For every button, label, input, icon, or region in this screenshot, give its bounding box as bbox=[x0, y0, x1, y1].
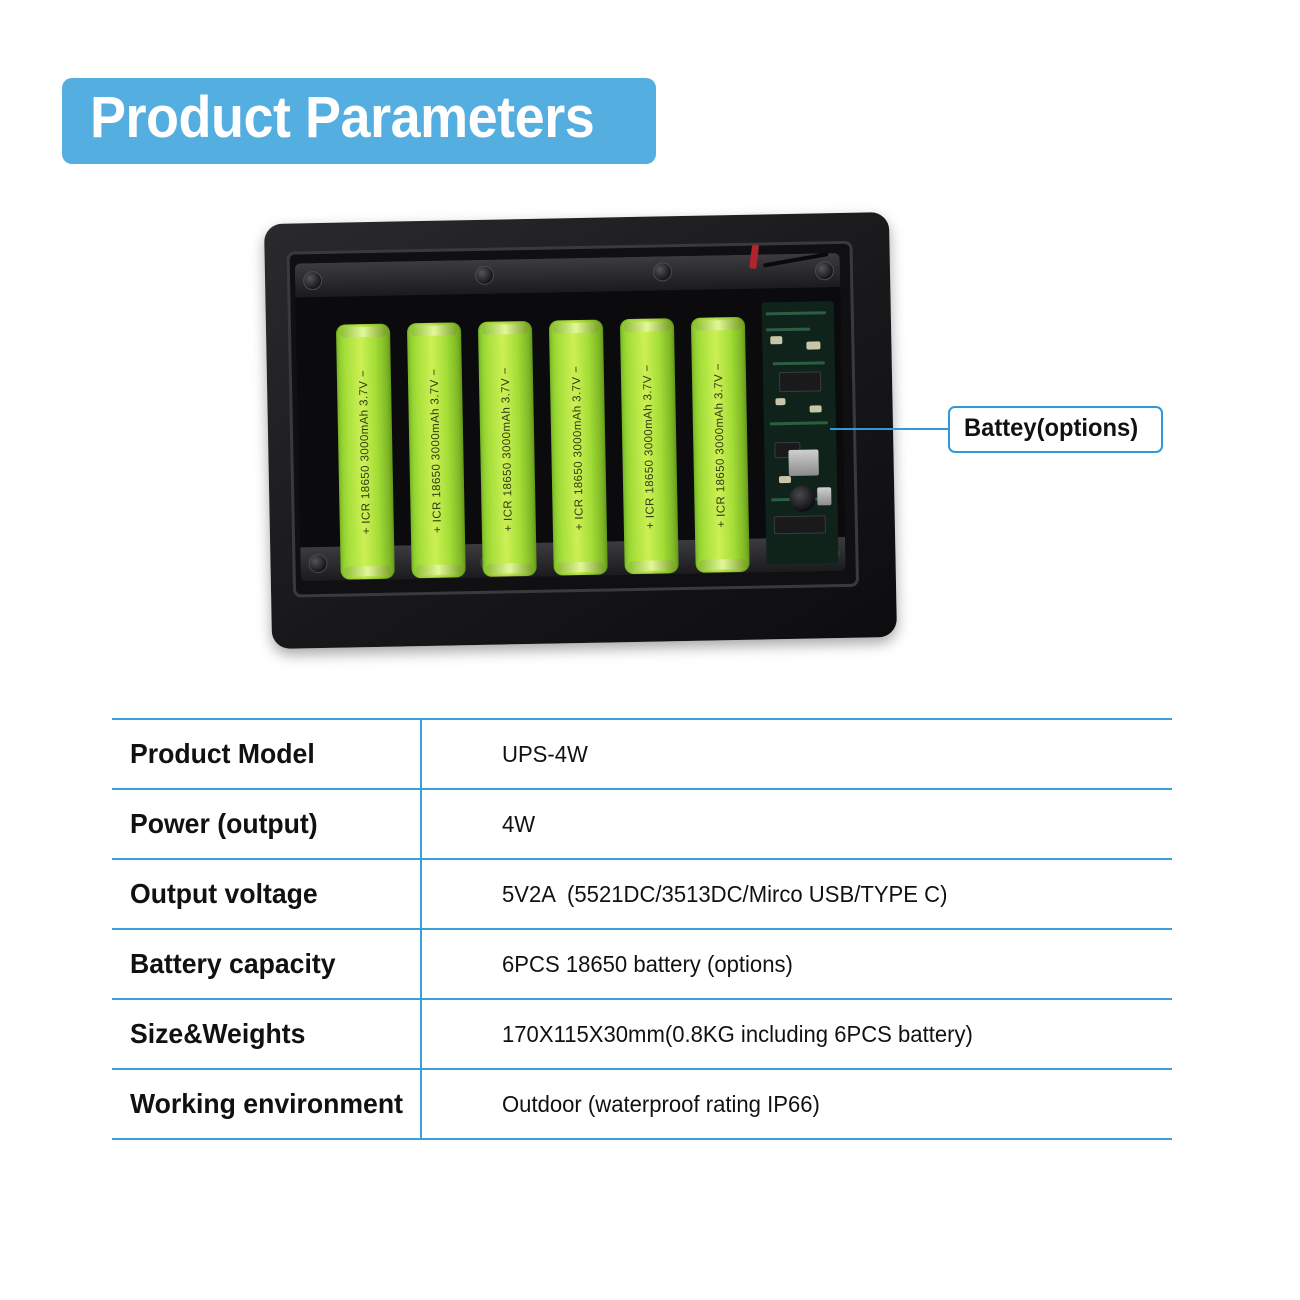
cell-cap bbox=[411, 325, 457, 336]
pcb-connector bbox=[817, 487, 831, 505]
cell-label: + ICR 18650 3000mAh 3.7V − bbox=[357, 369, 373, 534]
cell-cap bbox=[558, 562, 604, 573]
spec-value-cell bbox=[421, 1069, 1172, 1139]
spec-key-cell bbox=[112, 929, 421, 999]
cell-label: + ICR 18650 3000mAh 3.7V − bbox=[428, 367, 444, 533]
spec-key-cell bbox=[112, 999, 421, 1069]
cell-cap bbox=[345, 566, 391, 577]
battery-cell bbox=[691, 317, 750, 573]
cell-label: + ICR 18650 3000mAh 3.7V − bbox=[641, 363, 657, 529]
product-photo bbox=[268, 218, 893, 643]
pcb-trace bbox=[766, 328, 810, 332]
battery-cell bbox=[407, 322, 466, 578]
pcb-pad bbox=[775, 398, 785, 405]
callout-label: Battey(options) bbox=[964, 414, 1139, 442]
circuit-board bbox=[762, 301, 839, 564]
callout-battery-options bbox=[948, 406, 1163, 453]
spec-key-cell bbox=[112, 719, 421, 789]
spec-key-label: Battery capacity bbox=[130, 948, 336, 979]
enclosure-cavity bbox=[295, 253, 846, 581]
spec-value-cell bbox=[421, 719, 1172, 789]
table-row bbox=[112, 1069, 1172, 1139]
cell-cap bbox=[340, 327, 386, 338]
spec-key-cell bbox=[112, 859, 421, 929]
battery-cell bbox=[336, 324, 395, 580]
spec-key-label: Output voltage bbox=[130, 878, 318, 909]
pcb-trace bbox=[773, 361, 825, 365]
cell-label: + ICR 18650 3000mAh 3.7V − bbox=[570, 365, 586, 530]
page-title-badge bbox=[62, 78, 656, 164]
cell-cap bbox=[700, 559, 746, 570]
spec-key-label: Size&Weights bbox=[130, 1018, 306, 1049]
pcb-trace bbox=[770, 421, 828, 425]
cell-cap bbox=[482, 324, 528, 335]
spec-value-cell bbox=[421, 929, 1172, 999]
pcb-trace bbox=[766, 311, 826, 315]
cell-cap bbox=[487, 563, 533, 574]
spec-value-label: 6PCS 18650 battery (options) bbox=[502, 950, 793, 977]
spec-table bbox=[112, 718, 1172, 1140]
spec-key-cell bbox=[112, 789, 421, 859]
pcb-inductor bbox=[788, 449, 818, 476]
cell-cap bbox=[553, 323, 599, 334]
pcb-pad bbox=[806, 341, 820, 349]
callout-leader-line bbox=[830, 428, 948, 430]
pcb-chip bbox=[779, 371, 821, 392]
spec-key-label: Power (output) bbox=[130, 808, 318, 839]
spec-value-cell bbox=[421, 789, 1172, 859]
battery-bay bbox=[336, 317, 761, 582]
battery-cell bbox=[620, 318, 679, 574]
table-row bbox=[112, 859, 1172, 929]
pcb-pad bbox=[810, 405, 822, 412]
cell-label: + ICR 18650 3000mAh 3.7V − bbox=[712, 362, 728, 528]
pcb-pad bbox=[779, 476, 791, 483]
spec-value-label: Outdoor (waterproof rating IP66) bbox=[502, 1090, 820, 1117]
table-row bbox=[112, 999, 1172, 1069]
battery-cell bbox=[549, 320, 608, 576]
spec-value-label: 4W bbox=[502, 810, 536, 837]
table-row bbox=[112, 719, 1172, 789]
cell-label: + ICR 18650 3000mAh 3.7V − bbox=[499, 366, 515, 532]
pcb-pad bbox=[770, 336, 782, 344]
spec-value-cell bbox=[421, 999, 1172, 1069]
table-row bbox=[112, 929, 1172, 999]
cell-cap bbox=[624, 321, 670, 332]
battery-cell bbox=[478, 321, 537, 577]
spec-key-label: Working environment bbox=[130, 1088, 403, 1119]
spec-value-label: 170X115X30mm(0.8KG including 6PCS battery) bbox=[502, 1020, 973, 1047]
spec-value-label: 5V2A (5521DC/3513DC/Mirco USB/TYPE C) bbox=[502, 880, 948, 907]
page-title: Product Parameters bbox=[90, 85, 595, 150]
spec-value-label: UPS-4W bbox=[502, 740, 588, 767]
spec-key-cell bbox=[112, 1069, 421, 1139]
cell-cap bbox=[629, 560, 675, 571]
enclosure-body bbox=[264, 212, 897, 649]
spec-value-cell bbox=[421, 859, 1172, 929]
cell-cap bbox=[695, 320, 741, 331]
table-row bbox=[112, 789, 1172, 859]
pcb-chip bbox=[774, 515, 826, 534]
cell-cap bbox=[416, 564, 462, 575]
spec-key-label: Product Model bbox=[130, 738, 315, 769]
